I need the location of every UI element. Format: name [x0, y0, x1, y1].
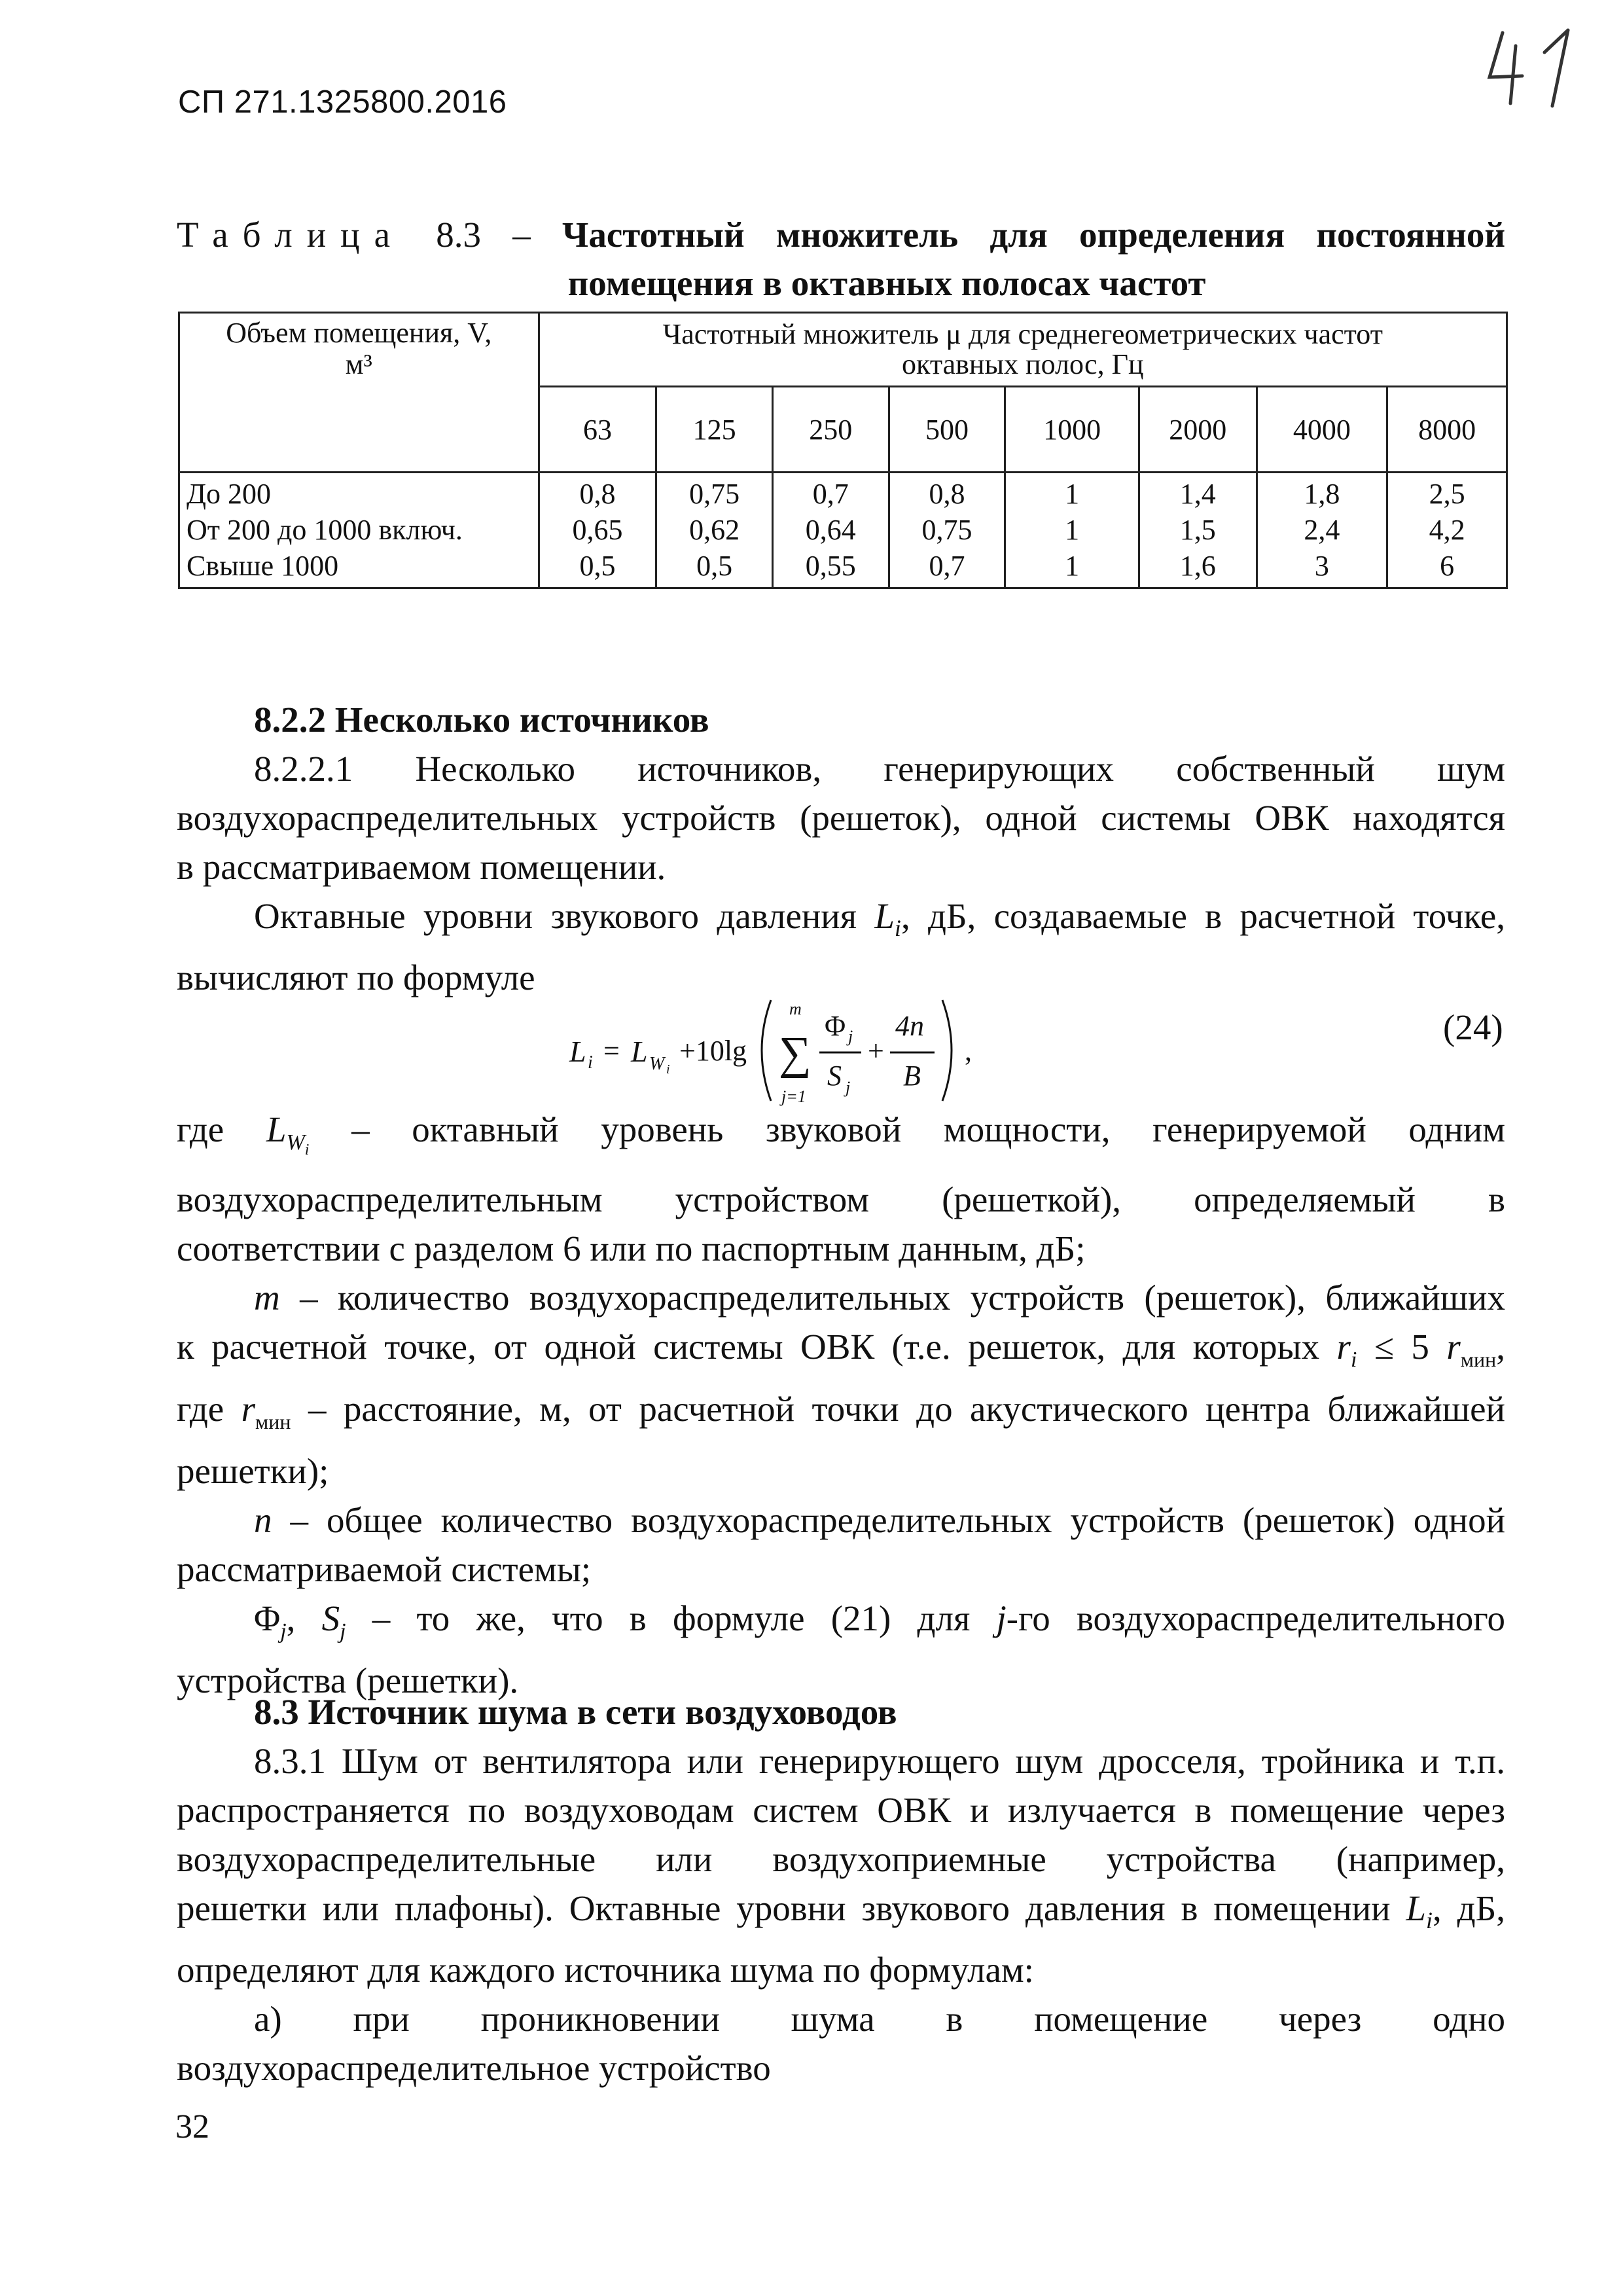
section-8-3: [177, 1687, 1505, 2092]
svg-text:i: i: [666, 1062, 670, 1077]
table-cell: 0,5: [696, 550, 733, 582]
frequency-header: 63: [539, 387, 656, 473]
formula-number: (24): [1443, 1007, 1503, 1047]
frequency-header: 250: [772, 387, 889, 473]
row-label: От 200 до 1000 включ.: [187, 514, 463, 546]
column-header-multiplier: Частотный множитель μ для среднегеометрических частот октавных полос, Гц: [539, 313, 1507, 387]
table-cell: 1,8: [1304, 478, 1340, 510]
paragraph-line: решетки);: [177, 1450, 329, 1491]
table-caption-title-line2: помещения в октавных полосах частот: [567, 263, 1206, 303]
table-cell: 1: [1065, 514, 1080, 546]
table-cell: 1: [1065, 478, 1080, 510]
table-cell: 1,5: [1179, 514, 1216, 546]
table-caption: [177, 211, 1505, 308]
svg-text:W: W: [649, 1054, 665, 1074]
values-column-125: [656, 473, 773, 588]
paragraph-line: вычисляют по формуле: [177, 958, 535, 997]
table-cell: 0,5: [579, 550, 616, 582]
svg-text:∑: ∑: [779, 1028, 812, 1079]
table-cell: 0,55: [805, 550, 856, 582]
frequency-header: 500: [889, 387, 1005, 473]
table-caption-number: 8.3 –: [436, 215, 531, 255]
row-label: Свыше 1000: [187, 550, 339, 582]
column-header-volume: Объем помещения, V, м³: [179, 313, 539, 473]
paragraph-line: 8.3.1 Шум от вентилятора или генерирующего шум дросселя, тройника и т.п.: [254, 1741, 1505, 1781]
paragraph-line: воздухораспределительные или воздухоприемные устройства (например,: [177, 1839, 1505, 1879]
frequency-header: 125: [656, 387, 773, 473]
paragraph-line: воздухораспределительным устройством (решеткой), определяемый в: [177, 1179, 1505, 1219]
table-cell: 1: [1065, 550, 1080, 582]
table-caption-title-line1: Частотный множитель для определения постоянной: [562, 215, 1506, 255]
table-cell: 0,64: [805, 514, 856, 546]
section-8-2-2: [177, 695, 1505, 1002]
row-label: До 200: [187, 478, 272, 510]
svg-text:m: m: [789, 999, 802, 1018]
section-heading: 8.3 Источник шума в сети воздуховодов: [254, 1692, 897, 1732]
svg-text:L: L: [569, 1035, 586, 1068]
table-cell: 0,8: [929, 478, 965, 510]
svg-text:+10lg: +10lg: [679, 1035, 747, 1067]
paragraph-line: определяют для каждого источника шума по формулам:: [177, 1950, 1034, 1990]
values-column-63: [539, 473, 656, 588]
frequency-header: 4000: [1257, 387, 1387, 473]
paragraph-line: воздухораспределительное устройство: [177, 2048, 771, 2088]
handwritten-page-number: [1484, 26, 1576, 111]
paragraph-line: где $L_{W_i}$ – октавный уровень звуковой мощности, генерируемой одним: [177, 1109, 1506, 1158]
paragraph-line: распространяется по воздуховодам систем ОВК и излучается в помещение через: [177, 1790, 1505, 1830]
table-cell: 0,65: [572, 514, 623, 546]
paragraph-line: к расчетной точке, от одной системы ОВК (т.е. решеток, для которых $r_i \le 5$ $r_{мин}$,: [177, 1326, 1505, 1372]
svg-text:Φ: Φ: [825, 1010, 846, 1042]
values-column-8000: [1387, 473, 1507, 588]
section-heading: 8.2.2 Несколько источников: [254, 700, 709, 740]
table-cell: 0,62: [689, 514, 740, 546]
table-cell: 0,8: [579, 478, 616, 510]
values-column-500: [889, 473, 1005, 588]
table-cell: 0,75: [921, 514, 972, 546]
frequency-multiplier-table: [178, 312, 1508, 589]
svg-text:+: +: [868, 1035, 884, 1067]
svg-text:4n: 4n: [895, 1010, 924, 1042]
paragraph-line: m – количество воздухораспределительных устройств (решеток), ближайших: [254, 1277, 1505, 1318]
frequency-header: 2000: [1139, 387, 1257, 473]
table-cell: 0,7: [812, 478, 849, 510]
paragraph-line: устройства (решетки).: [177, 1660, 519, 1700]
paragraph-line: Октавные уровни звукового давления $L_i$, дБ, создаваемые в расчетной точке,: [254, 896, 1505, 941]
paragraph-line: где $r_{мин}$ – расстояние, м, от расчетной точки до акустического центра ближайшей: [177, 1388, 1505, 1433]
svg-text:=: =: [603, 1035, 620, 1067]
row-labels-column: [179, 473, 539, 588]
paragraph-line: n – общее количество воздухораспределительных устройств (решеток) одной: [254, 1499, 1505, 1540]
table-cell: 0,7: [929, 550, 965, 582]
frequency-header: 1000: [1005, 387, 1139, 473]
svg-text:B: B: [903, 1060, 921, 1092]
svg-text:j: j: [846, 1078, 851, 1097]
paragraph-line: воздухораспределительных устройств (решеток), одной системы ОВК находятся: [177, 798, 1505, 838]
svg-text:,: ,: [965, 1035, 972, 1067]
table-cell: 0,75: [689, 478, 740, 510]
table-cell: 3: [1314, 550, 1329, 582]
svg-text:i: i: [588, 1052, 593, 1073]
paragraph-line: 8.2.2.1 Несколько источников, генерирующих собственный шум: [254, 749, 1505, 789]
table-cell: 1,4: [1179, 478, 1216, 510]
paragraph-line: рассматриваемой системы;: [177, 1549, 592, 1589]
paragraph-line: соответствии с разделом 6 или по паспортным данным, дБ;: [177, 1228, 1086, 1268]
frequency-header: 8000: [1387, 387, 1507, 473]
table-cell: 2,5: [1429, 478, 1465, 510]
values-column-1000: [1005, 473, 1139, 588]
table-body-row: [179, 473, 1507, 588]
values-column-4000: [1257, 473, 1387, 588]
paragraph-line: решетки или плафоны). Октавные уровни звукового давления в помещении $L_i$, дБ,: [177, 1888, 1505, 1933]
paragraph-line: в рассматриваемом помещении.: [177, 847, 666, 887]
values-column-250: [772, 473, 889, 588]
formula-24: [563, 988, 1008, 1113]
table-cell: 2,4: [1304, 514, 1340, 546]
paragraph-line: $\Phi_j$, $S_j$ – то же, что в формуле (21) для j-го воздухораспределительного: [254, 1598, 1505, 1643]
table-caption-prefix: Таблица: [177, 215, 404, 255]
svg-text:L: L: [631, 1035, 648, 1068]
svg-text:S: S: [827, 1060, 842, 1092]
values-column-2000: [1139, 473, 1257, 588]
page-number: 32: [175, 2108, 209, 2145]
svg-text:j=1: j=1: [781, 1087, 806, 1106]
paragraph-line: а) при проникновении шума в помещение через одно: [254, 1999, 1505, 2039]
document-code: СП 271.1325800.2016: [178, 84, 507, 120]
table-cell: 1,6: [1179, 550, 1216, 582]
table-cell: 6: [1440, 550, 1455, 582]
svg-text:j: j: [848, 1027, 853, 1046]
formula-definitions: [177, 1105, 1505, 1705]
table-cell: 4,2: [1429, 514, 1465, 546]
